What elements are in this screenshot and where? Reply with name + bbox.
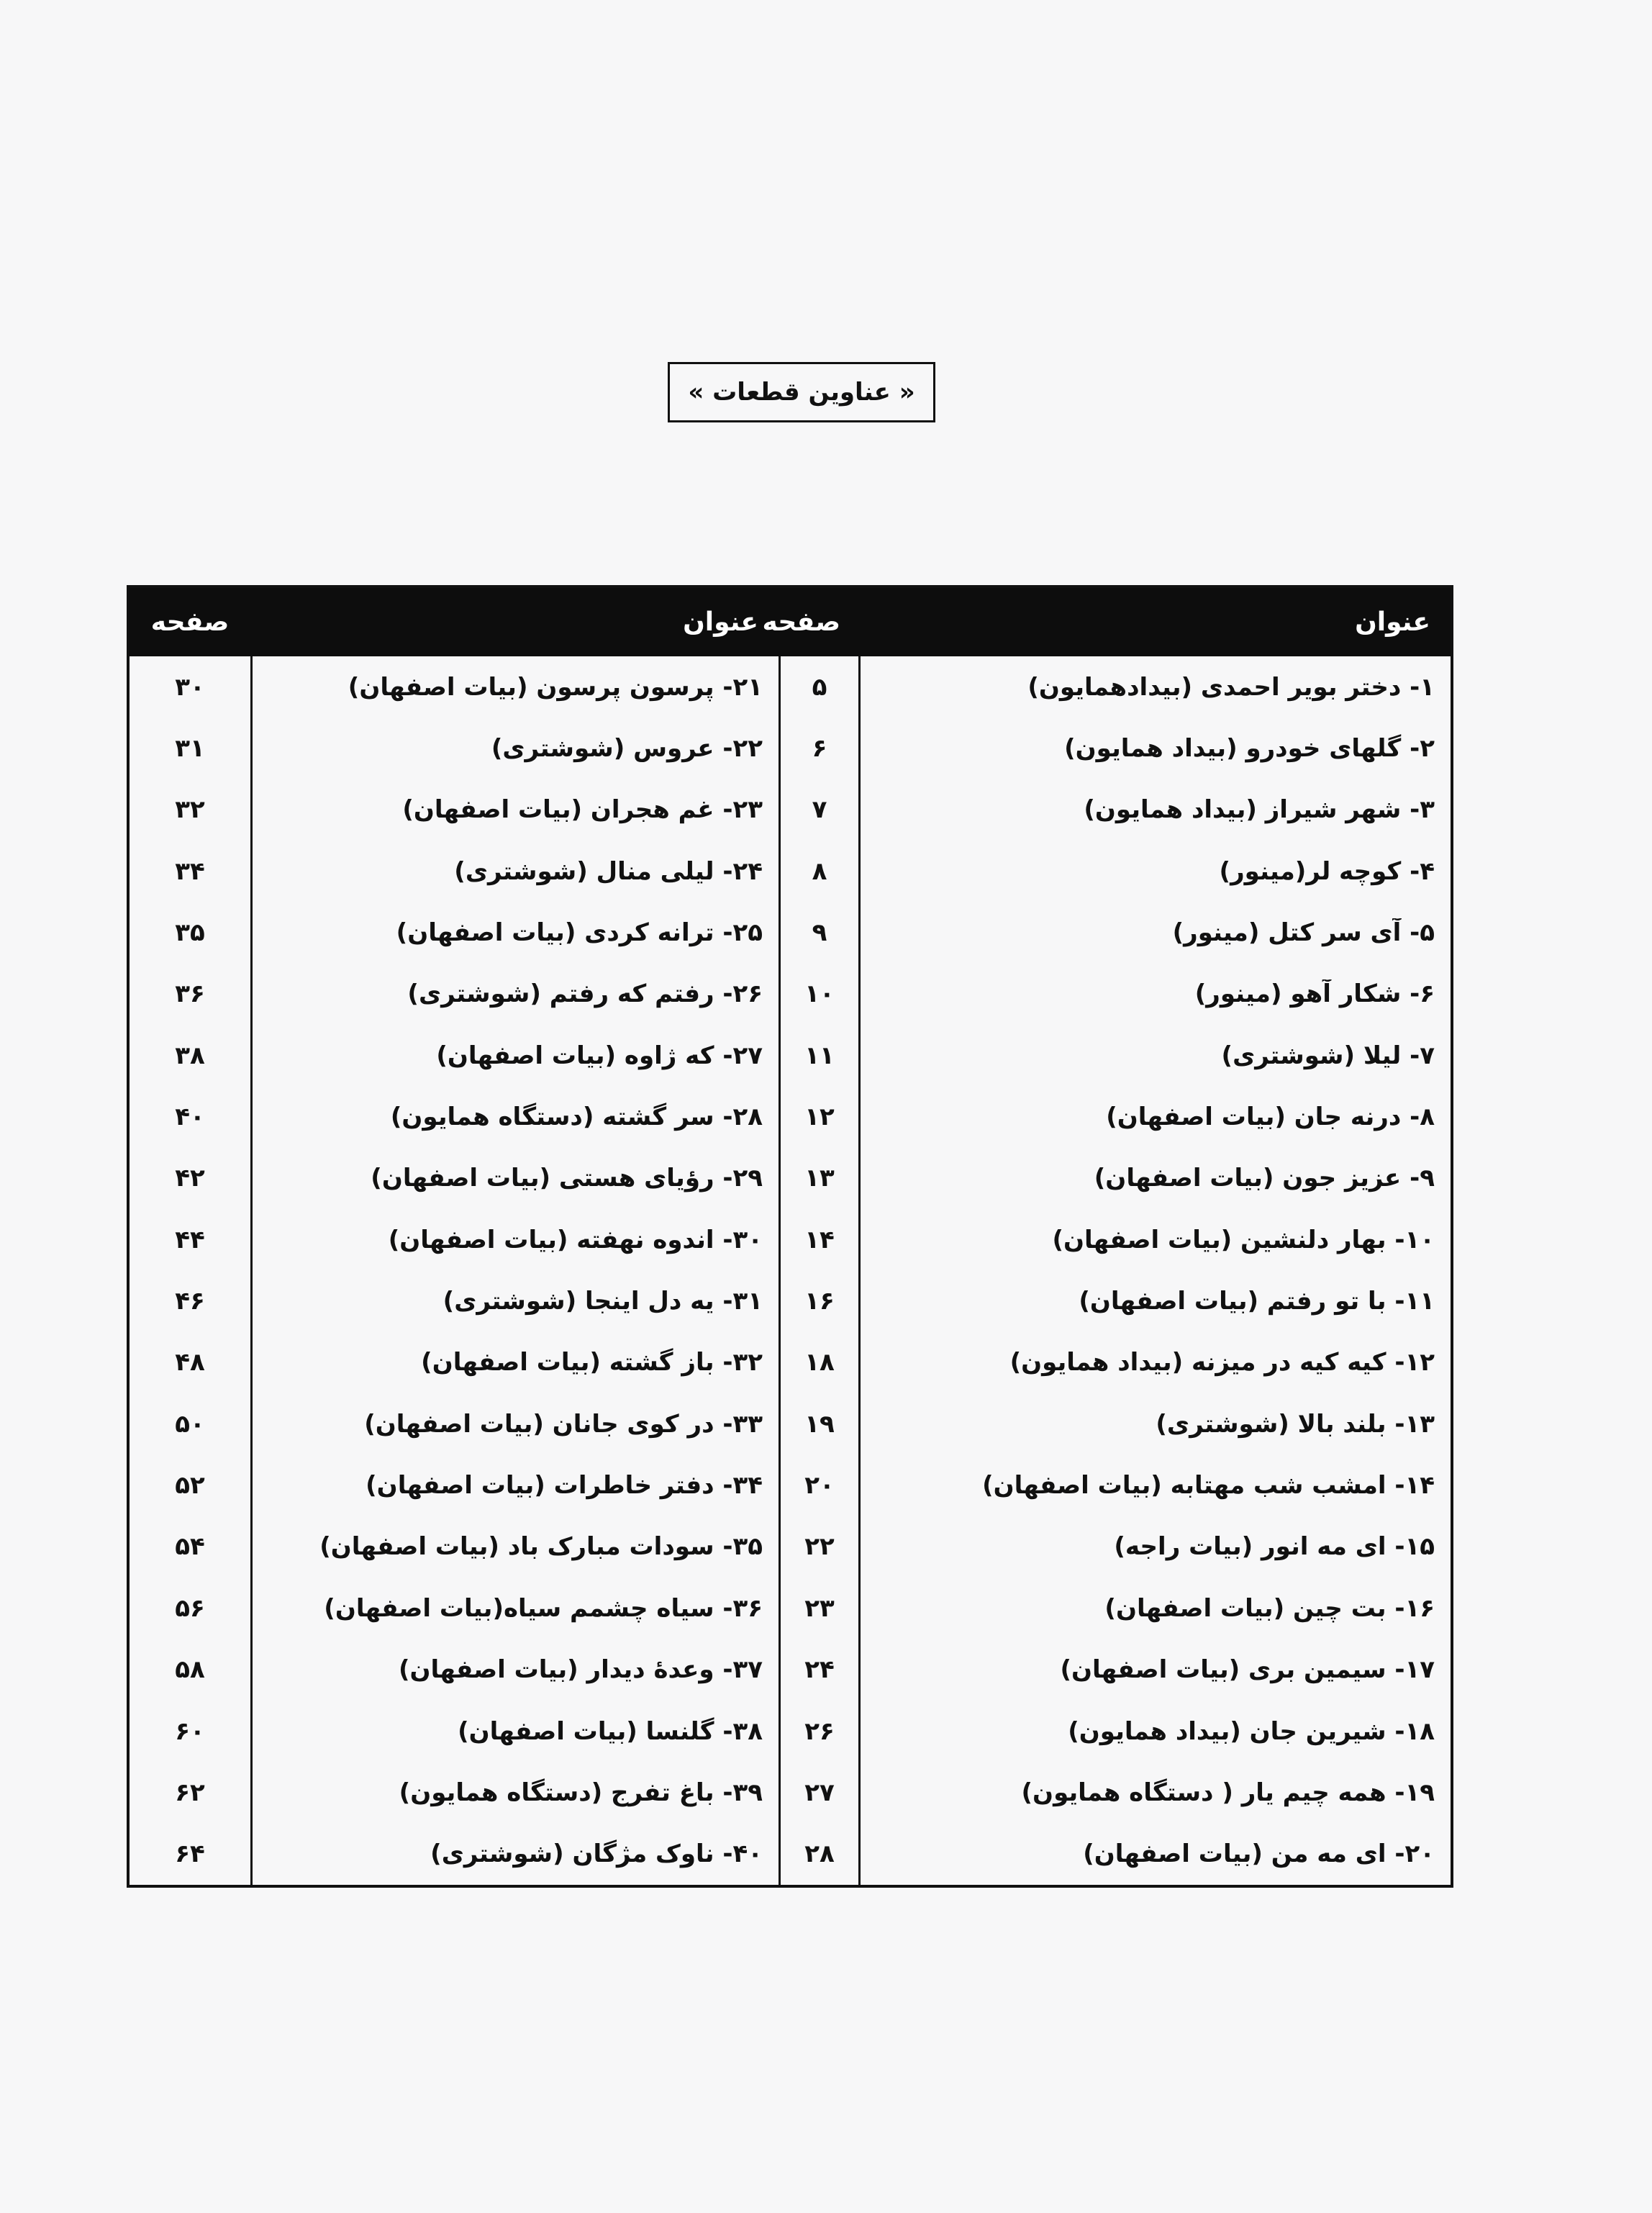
entry-page: ۴۸ [175, 1348, 205, 1377]
entry-title: ۲۹- رؤیای هستی (بیات اصفهان) [250, 1148, 779, 1209]
entry-page: ۹ [781, 902, 861, 963]
entry-title: ۱۸- شیرین جان (بیداد همایون) [1068, 1716, 1435, 1746]
entry-page: ۵۰ [175, 1409, 205, 1439]
entry-page: ۶۰ [175, 1716, 205, 1746]
table-row [130, 718, 779, 779]
entry-page: ۵۲ [175, 1471, 205, 1501]
entry-title: ۸- درنه جان (بیات اصفهان) [1106, 1103, 1435, 1132]
entry-page: ۳۶ [175, 979, 205, 1009]
table-row [781, 1270, 1451, 1331]
entry-page: ۸ [781, 841, 861, 902]
table-row [781, 1762, 1451, 1823]
table-row [130, 964, 779, 1025]
entry-title: ۵- آی سر کتل (مینور) [1172, 918, 1435, 948]
entry-title: ۳۰- اندوه نهفته (بیات اصفهان) [250, 1209, 779, 1270]
entry-title: ۱۶- بت چین (بیات اصفهان) [1104, 1593, 1435, 1623]
entry-title: ۱۰- بهار دلنشین (بیات اصفهان) [1052, 1225, 1435, 1254]
header-page-right: صفحه [762, 607, 840, 637]
table-row [781, 1086, 1451, 1147]
entry-page: ۲۴ [781, 1639, 861, 1701]
entry-title: ۳۳- در کوی جانان (بیات اصفهان) [250, 1393, 779, 1454]
entry-page: ۶ [781, 718, 861, 779]
table-row [130, 1209, 779, 1270]
table-row [781, 1332, 1451, 1393]
table-row [781, 964, 1451, 1025]
entry-title: ۲۶- رفتم که رفتم (شوشتری) [250, 964, 779, 1025]
header-page-left: صفحه [150, 607, 230, 637]
table-row [130, 1454, 779, 1516]
table-row [130, 1762, 779, 1823]
entry-page: ۳۱ [175, 734, 205, 764]
header-title-left: عنوان [683, 607, 758, 637]
table-row [781, 841, 1451, 902]
entry-page: ۴۶ [175, 1287, 205, 1316]
entry-page: ۳۸ [175, 1041, 205, 1070]
entry-page: ۳۲ [175, 795, 205, 825]
header-title-right: عنوان [1355, 607, 1430, 637]
entry-title: ۳- شهر شیراز (بیداد همایون) [1084, 795, 1435, 825]
table-row [130, 1701, 779, 1762]
entry-page: ۷ [781, 779, 861, 841]
entry-title: ۳۴- دفتر خاطرات (بیات اصفهان) [250, 1454, 779, 1516]
table-row [781, 1393, 1451, 1454]
entry-title: ۳۸- گلنسا (بیات اصفهان) [250, 1701, 779, 1762]
entry-title: ۳۵- سودات مبارک باد (بیات اصفهان) [250, 1516, 779, 1578]
entry-title: ۳۶- سیاه چشمم سیاه(بیات اصفهان) [250, 1578, 779, 1639]
entry-title: ۲۱- پرسون پرسون (بیات اصفهان) [250, 656, 779, 718]
entry-page: ۵۸ [175, 1655, 205, 1685]
entry-title: ۲- گلهای خودرو (بیداد همایون) [1064, 734, 1435, 764]
entry-title: ۲۳- غم هجران (بیات اصفهان) [250, 779, 779, 841]
table-body [130, 656, 1451, 1885]
entry-page: ۴۲ [175, 1164, 205, 1193]
entry-page: ۱۶ [781, 1270, 861, 1331]
entry-title: ۳۲- باز گشته (بیات اصفهان) [250, 1332, 779, 1393]
entry-page: ۳۴ [175, 856, 205, 886]
entry-page: ۱۲ [781, 1086, 861, 1147]
entry-page: ۵۶ [175, 1593, 205, 1623]
table-row [130, 1393, 779, 1454]
entry-page: ۳۵ [175, 918, 205, 948]
entry-title: ۲۰- ای مه من (بیات اصفهان) [1083, 1839, 1435, 1869]
entry-page: ۵ [781, 656, 861, 718]
table-row [130, 779, 779, 841]
entry-page: ۲۲ [781, 1516, 861, 1578]
entry-title: ۲۸- سر گشته (دستگاه همایون) [250, 1086, 779, 1147]
entry-page: ۴۴ [175, 1225, 205, 1254]
table-row [781, 718, 1451, 779]
entry-title: ۹- عزیز جون (بیات اصفهان) [1094, 1164, 1435, 1193]
entry-title: ۴۰- ناوک مژگان (شوشتری) [250, 1824, 779, 1885]
entry-page: ۱۴ [781, 1209, 861, 1270]
entry-title: ۱۵- ای مه انور (بیات راجه) [1114, 1532, 1435, 1562]
entry-page: ۲۳ [781, 1578, 861, 1639]
entry-title: ۳۹- باغ تفرج (دستگاه همایون) [250, 1762, 779, 1823]
entry-page: ۲۸ [781, 1824, 861, 1885]
entry-title: ۷- لیلا (شوشتری) [1221, 1041, 1435, 1070]
entry-title: ۶- شکار آهو (مینور) [1194, 979, 1435, 1009]
entry-title: ۲۲- عروس (شوشتری) [250, 718, 779, 779]
table-row [130, 656, 779, 718]
entry-page: ۴۰ [175, 1103, 205, 1132]
entry-title: ۳۱- یه دل اینجا (شوشتری) [250, 1270, 779, 1331]
entry-page: ۱۳ [781, 1148, 861, 1209]
table-row [781, 1454, 1451, 1516]
entry-title: ۱- دختر بویر احمدی (بیدادهمایون) [1027, 672, 1435, 702]
right-column [779, 656, 1451, 1885]
table-row [130, 1148, 779, 1209]
entry-page: ۱۹ [781, 1393, 861, 1454]
table-row [781, 1701, 1451, 1762]
left-column [130, 656, 779, 1885]
table-row [781, 902, 1451, 963]
entry-title: ۲۷- که ژاوه (بیات اصفهان) [250, 1025, 779, 1086]
page-title: « عناوین قطعات » [668, 362, 935, 422]
entry-page: ۱۰ [781, 964, 861, 1025]
entry-title: ۱۲- کیه کیه در میزنه (بیداد همایون) [1009, 1348, 1435, 1377]
toc-table [127, 585, 1453, 1888]
table-header [130, 588, 1451, 656]
entry-title: ۱۹- همه چیم یار ( دستگاه همایون) [1021, 1778, 1435, 1807]
entry-page: ۲۶ [781, 1701, 861, 1762]
entry-page: ۱۸ [781, 1332, 861, 1393]
table-row [130, 1578, 779, 1639]
entry-page: ۲۷ [781, 1762, 861, 1823]
table-row [781, 656, 1451, 718]
table-row [130, 1270, 779, 1331]
entry-page: ۱۱ [781, 1025, 861, 1086]
table-row [130, 1025, 779, 1086]
table-row [781, 1516, 1451, 1578]
table-row [781, 1148, 1451, 1209]
table-row [781, 779, 1451, 841]
table-row [781, 1639, 1451, 1701]
table-row [781, 1209, 1451, 1270]
table-row [781, 1824, 1451, 1885]
table-row [130, 902, 779, 963]
table-row [781, 1578, 1451, 1639]
entry-title: ۱۳- بلند بالا (شوشتری) [1156, 1409, 1435, 1439]
table-row [130, 1824, 779, 1885]
entry-title: ۲۵- ترانه کردی (بیات اصفهان) [250, 902, 779, 963]
table-row [130, 1086, 779, 1147]
entry-title: ۴- کوچه لر(مینور) [1219, 856, 1435, 886]
entry-title: ۱۱- با تو رفتم (بیات اصفهان) [1079, 1287, 1435, 1316]
table-row [781, 1025, 1451, 1086]
table-row [130, 841, 779, 902]
table-row [130, 1639, 779, 1701]
entry-page: ۶۴ [175, 1839, 205, 1869]
entry-page: ۳۰ [175, 672, 205, 702]
table-row [130, 1332, 779, 1393]
entry-title: ۱۴- امشب شب مهتابه (بیات اصفهان) [982, 1471, 1435, 1501]
entry-title: ۲۴- لیلی منال (شوشتری) [250, 841, 779, 902]
entry-title: ۱۷- سیمین بری (بیات اصفهان) [1060, 1655, 1435, 1685]
entry-page: ۵۴ [175, 1532, 205, 1562]
entry-page: ۲۰ [781, 1454, 861, 1516]
table-row [130, 1516, 779, 1578]
entry-page: ۶۲ [175, 1778, 205, 1807]
entry-title: ۳۷- وعدۀ دیدار (بیات اصفهان) [250, 1639, 779, 1701]
